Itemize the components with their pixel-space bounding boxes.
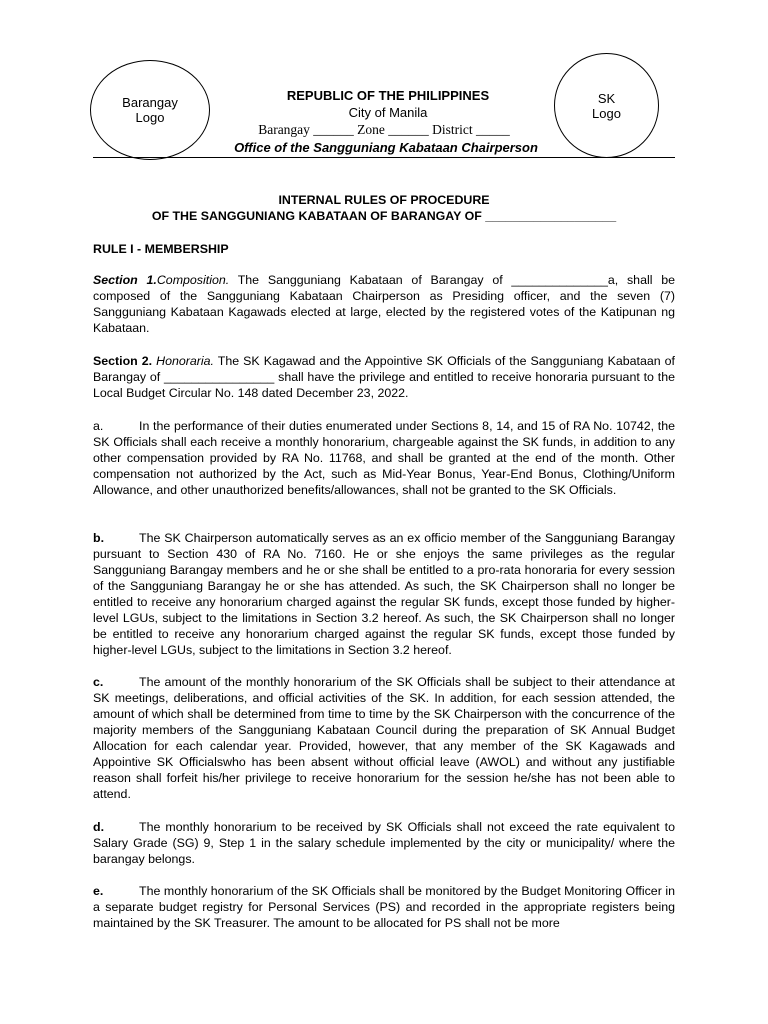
- document-title-line-2: OF THE SANGGUNIANG KABATAAN OF BARANGAY OF ___________________: [151, 209, 617, 223]
- section-1-text: The Sangguniang Kabataan of Barangay of ______________a, shall be composed of the Sangguniang Kabataan Chairperson as Presiding officer, and the seven (7) Sangguniang Kabataan Kagawads elected at large, elected by the registered votes of the Katipunan ng Kabataan.: [93, 273, 676, 335]
- item-a-paragraph: [93, 418, 675, 498]
- item-c-label: c.: [93, 675, 104, 689]
- section-2-text: The SK Kagawad and the Appointive SK Officials of the Sangguniang Kabataan of Barangay of ________________ shall have the privilege and entitled to receive honoraria pursuant to the Local Budget Circular No. 148 dated December 23, 2022.: [93, 354, 675, 400]
- section-2-title: Honoraria.: [156, 354, 214, 368]
- item-c-text: The amount of the monthly honorarium of the SK Officials shall be subject to their attendance at SK meetings, deliberations, and official activities of the SK. In addition, for each session attended, the amount of which shall be determined from time to time by the SK Chairperson with the concurrence of the majority members of the Sangguniang Kabataan Council during the preparation of SK Annual Budget Allocation for each calendar year. Provided, however, that any member of the SK Kagawads and Appointive SK Officialswho has been absent without official leave (AWOL) and without any justifiable reason shall forfeit his/her privilege to receive honorarium for the session he/she has not been able to attend.: [93, 675, 675, 801]
- header-barangay-line: Barangay ______ Zone ______ District _____: [258, 122, 510, 137]
- item-e-paragraph: [93, 883, 675, 931]
- item-e-text: The monthly honorarium of the SK Officials shall be monitored by the Budget Monitoring Officer in a separate budget registry for Personal Services (PS) and recorded in the appropriate registers being maintained by the SK Treasurer. The amount to be allocated for PS shall not be more: [93, 884, 675, 930]
- section-1-label: Section 1.: [93, 273, 157, 287]
- item-d-text: The monthly honorarium to be received by SK Officials shall not exceed the rate equivalent to Salary Grade (SG) 9, Step 1 in the salary schedule implemented by the city or municipality/ where the barangay belongs.: [93, 820, 675, 866]
- item-a-label: a.: [93, 419, 104, 433]
- item-a-text: In the performance of their duties enumerated under Sections 8, 14, and 15 of RA No. 10742, the SK Officials shall each receive a monthly honorarium, chargeable against the SK funds, in addition to any other compensation provided by RA No. 11768, and shall be granted at the end of the month. Other compensation not authorized by the Act, such as Mid-Year Bonus, Year-End Bonus, Clothing/Uniform Allowance, and other unauthorized benefits/allowances, shall not be granted to the SK Officials.: [93, 419, 675, 497]
- sk-logo-line-2: Logo: [592, 105, 621, 121]
- item-c-paragraph: [93, 674, 675, 802]
- item-d-paragraph: [93, 819, 675, 867]
- barangay-logo-line-1: Barangay: [122, 95, 178, 110]
- item-d-label: d.: [93, 820, 105, 834]
- sk-logo-line-1: SK: [597, 90, 616, 106]
- barangay-logo-line-2: Logo: [135, 110, 165, 125]
- header-divider: [93, 157, 675, 158]
- document-title-line-1: INTERNAL RULES OF PROCEDURE: [278, 193, 490, 207]
- header-office: Office of the Sangguniang Kabataan Chairperson: [234, 140, 538, 155]
- item-e-label: e.: [93, 884, 104, 898]
- header-title: REPUBLIC OF THE PHILIPPINES: [286, 88, 490, 103]
- section-2-label: Section 2.: [93, 354, 153, 368]
- section-1-title: Composition.: [156, 273, 230, 287]
- item-b-paragraph: [93, 530, 675, 658]
- section-2-paragraph: [93, 353, 675, 401]
- item-b-label: b.: [93, 531, 105, 545]
- section-1-paragraph: [93, 272, 675, 336]
- rule-heading: RULE I - MEMBERSHIP: [93, 242, 229, 256]
- header-city: City of Manila: [348, 105, 428, 120]
- item-b-text: The SK Chairperson automatically serves as an ex officio member of the Sangguniang Barangay pursuant to Section 430 of RA No. 7160. He or she enjoys the same privileges as the regular Sangguniang Barangay members and he or she shall be entitled to a pro-rata honoraria for every session of the Sangguniang Barangay he or she has attended. As such, the SK Chairperson shall no longer be entitled to receive any honorarium charged against the regular SK funds, except those funded by higher-level LGUs, subject to the limitations in Section 3.2 hereof. As such, the SK Chairperson shall no longer be entitled to receive any honorarium charged against the regular SK funds, except those funded by higher-level LGUs, subject to the limitations in Section 3.2 hereof.: [93, 531, 675, 657]
